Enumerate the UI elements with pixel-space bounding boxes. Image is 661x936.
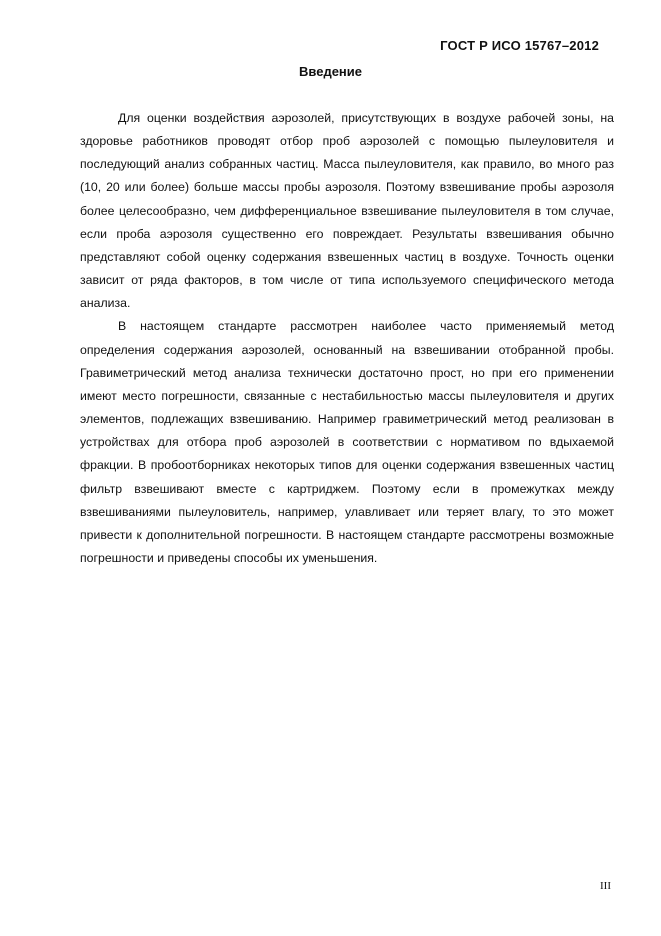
paragraph-1: Для оценки воздействия аэрозолей, присутствующих в воздухе рабочей зоны, на здоровье работников проводят отбор проб аэрозолей с помощью пылеуловителя и последующий анализ собранных частиц. Масса пылеуловителя, как правило, во много раз (10, 20 или более) больше массы пробы аэрозоля. Поэтому взвешивание пробы аэрозоля более целесообразно, чем дифференциальное взвешивание пылеуловителя в том случае, если проба аэрозоля существенно его повреждает. Результаты взвешивания обычно представляют собой оценку содержания взвешенных частиц в воздухе. Точность оценки зависит от ряда факторов, в том числе от типа используемого специфического метода анализа. [80, 111, 614, 311]
standard-code: ГОСТ Р ИСО 15767–2012 [440, 38, 599, 53]
paragraph-2: В настоящем стандарте рассмотрен наиболее часто применяемый метод определения содержания аэрозолей, основанный на взвешивании отобранной пробы. Гравиметрический метод анализа технически достаточно прост, но при его применении имеют место погрешности, связанные с нестабильностью массы пылеуловителя и других элементов, подлежащих взвешиванию. Например гравиметрический метод реализован в устройствах для отбора проб аэрозолей в соответствии с нормативом по вдыхаемой фракции. В пробоотборниках некоторых типов для оценки содержания взвешенных частиц фильтр взвешивают вместе с картриджем. Поэтому если в промежутках между взвешиваниями пылеуловитель, например, улавливает или теряет влагу, то это может привести к дополнительной погрешности. В настоящем стандарте рассмотрены возможные погрешности и приведены способы их уменьшения. [80, 319, 614, 565]
body-text [80, 107, 614, 570]
section-title: Введение [299, 64, 362, 79]
page-number: III [600, 880, 611, 892]
